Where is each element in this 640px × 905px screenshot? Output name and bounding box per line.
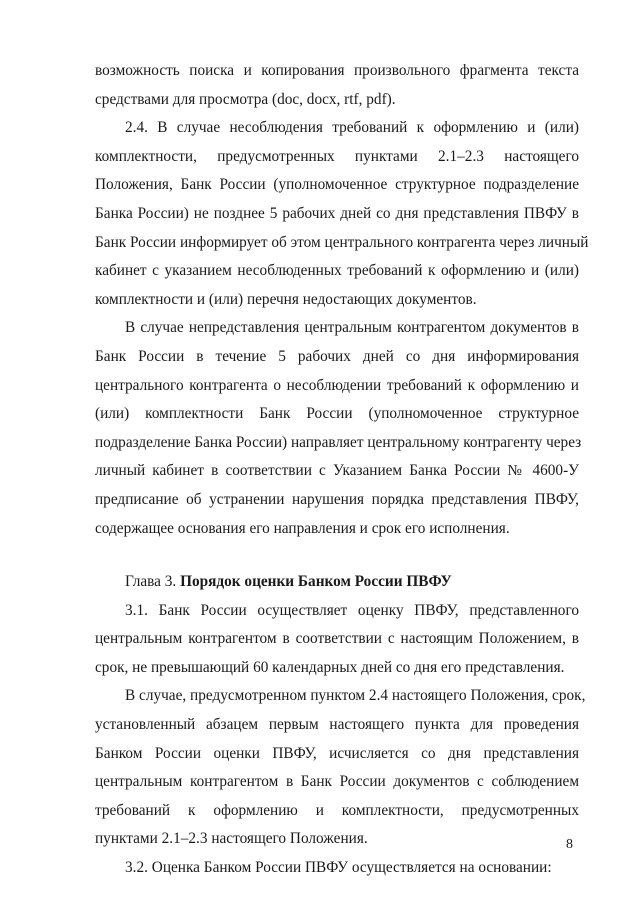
text-line: срок, не превышающий 60 календарных дней со дня его представления. — [95, 658, 565, 676]
page-number: 8 — [566, 837, 573, 852]
text-line: установленный абзацем первым настоящего пункта для проведения — [95, 716, 579, 734]
text-line: Банк России информирует об этом центрального контрагента через личный — [95, 233, 589, 251]
chapter-title: Порядок оценки Банком России ПВФУ — [180, 573, 452, 591]
text-line: комплектности, предусмотренных пунктами 2.1–2.3 настоящего — [95, 147, 579, 165]
text-line: содержащее основания его направления и срок его исполнения. — [95, 519, 510, 537]
text-line: Банк России в течение 5 рабочих дней со дня информирования — [95, 347, 579, 365]
text-line: кабинет с указанием несоблюденных требований к оформлению и (или) — [95, 262, 579, 280]
paragraph-3-2 — [95, 854, 579, 883]
text-line: центральным контрагентом в соответствии с настоящим Положением, в — [95, 630, 579, 648]
paragraph-3-1 — [95, 597, 579, 683]
paragraph-continuation — [95, 57, 579, 114]
spacer — [95, 543, 579, 568]
chapter-number: Глава 3. — [125, 573, 181, 591]
text-line: (или) комплектности Банк России (уполномоченное структурное — [95, 405, 579, 423]
text-line: пунктами 2.1–2.3 настоящего Положения. — [95, 830, 368, 848]
chapter-heading — [95, 568, 579, 597]
paragraph-non-submission — [95, 314, 582, 543]
text-line: В случае непредставления центральным контрагентом документов в — [125, 319, 579, 337]
text-line: 2.4. В случае несоблюдения требований к оформлению и (или) — [125, 119, 579, 137]
text-line: 3.1. Банк России осуществляет оценку ПВФУ, представленного — [125, 601, 579, 619]
page-body — [95, 57, 589, 883]
text-line: предписание об устранении нарушения порядка представления ПВФУ, — [95, 490, 579, 508]
text-line: Банком России оценки ПВФУ, исчисляется со дня представления — [95, 744, 579, 762]
text-line: подразделение Банка России) направляет центральному контрагенту через — [95, 433, 582, 451]
text-line: возможность поиска и копирования произвольного фрагмента текста — [95, 62, 579, 79]
text-line: центрального контрагента о несоблюдении требований к оформлению и — [95, 376, 579, 394]
text-line: комплектности и (или) перечня недостающих документов. — [95, 290, 477, 308]
text-line: средствами для просмотра (doc, docx, rtf, pdf). — [95, 90, 396, 108]
text-line: личный кабинет в соответствии с Указанием Банка России № 4600-У — [95, 462, 579, 480]
text-line: В случае, предусмотренном пунктом 2.4 настоящего Положения, срок, — [125, 687, 586, 705]
paragraph-2-4 — [95, 114, 589, 314]
text-line: 3.2. Оценка Банком России ПВФУ осуществляется на основании: — [125, 859, 552, 877]
text-line: центральным контрагентом в Банк России документов с соблюдением — [95, 773, 579, 791]
text-line: Положения, Банк России (уполномоченное структурное подразделение — [95, 176, 579, 194]
text-line: Банка России) не позднее 5 рабочих дней со дня представления ПВФУ в — [95, 204, 579, 222]
text-line: требований к оформлению и комплектности, предусмотренных — [95, 801, 579, 819]
paragraph-case-2-4 — [95, 682, 586, 854]
